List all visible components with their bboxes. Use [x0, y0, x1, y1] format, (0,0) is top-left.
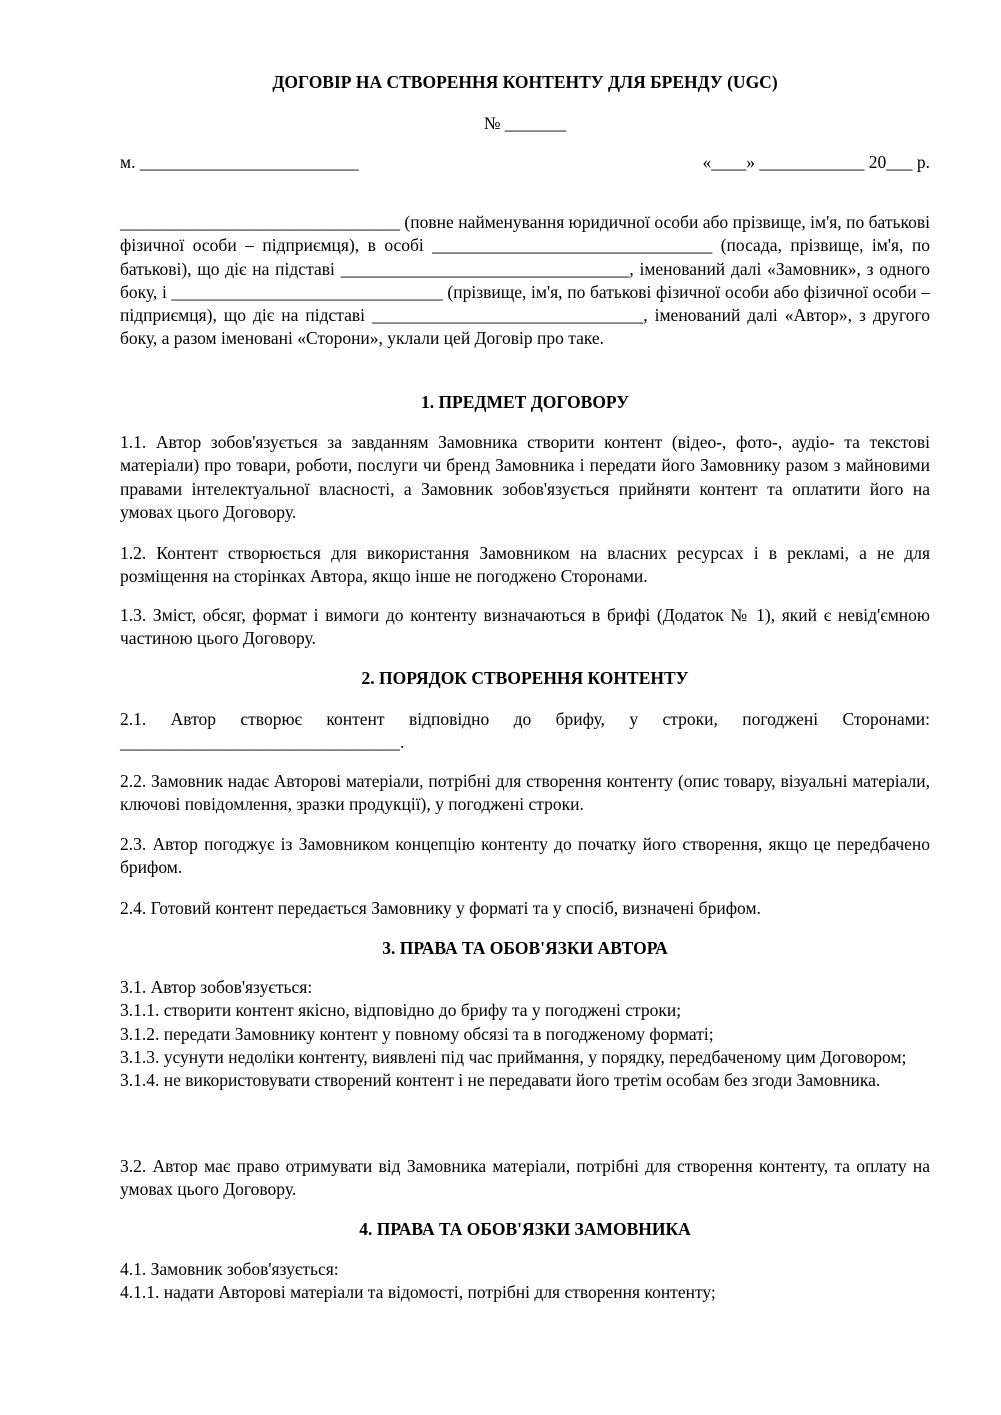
- clause-3-1: 3.1. Автор зобов'язується:: [120, 977, 313, 997]
- clause-3-2: 3.2. Автор має право отримувати від Замовника матеріали, потрібні для створення контенту, та оплату на умовах цього Договору.: [120, 1156, 930, 1200]
- section-1: [120, 391, 930, 414]
- clause-1-1-block: [120, 431, 930, 524]
- clause-3-1-4: 3.1.4. не використовувати створений контент і не передавати його третім особам без згоди Замовника.: [120, 1070, 881, 1091]
- clause-3-1-block: [120, 976, 930, 1092]
- clause-2-2: 2.2. Замовник надає Авторові матеріали, потрібні для створення контенту (опис товару, візуальні матеріали, ключові повідомлення, зразки продукції), у погоджені строки.: [120, 771, 930, 815]
- preamble-paragraph: ________________________________ (повне найменування юридичної особи або прізвище, ім'я, по батькові фізичної особи – підприємця), в особі ________________________________ (посада, прізвище, ім'я, по батькові), що діє на підставі _________________________________, іменований далі «Замовник», з одного боку, і _______________________________ (прізвище, ім'я, по батькові фізичної особи або фізичної особи – підприємця), що діє на підставі _______________________________, іменований далі «Автор», з другого боку, а разом іменовані «Сторони», уклали цей Договір про таке.: [120, 212, 930, 349]
- clause-2-2-block: [120, 770, 930, 817]
- clause-3-1-1: 3.1.1. створити контент якісно, відповідно до брифу та у погоджені строки;: [120, 1000, 682, 1021]
- clause-4-1-1: 4.1.1. надати Авторові матеріали та відомості, потрібні для створення контенту;: [120, 1282, 716, 1303]
- clause-4-1: 4.1. Замовник зобов'язується:: [120, 1259, 339, 1279]
- clause-2-4: 2.4. Готовий контент передається Замовнику у форматі та у спосіб, визначені брифом.: [120, 898, 761, 918]
- section-2-heading: 2. ПОРЯДОК СТВОРЕННЯ КОНТЕНТУ: [361, 668, 689, 688]
- clause-2-4-block: [120, 897, 930, 920]
- date-field: «____» ____________ 20___ р.: [702, 152, 930, 172]
- clause-1-1: 1.1. Автор зобов'язується за завданням Замовника створити контент (відео-, фото-, аудіо- та текстові матеріали) про товари, роботи, послуги чи бренд Замовника і передати його Замовнику разом з майновими правами інтелектуальної власності, а Замовник зобов'язується прийняти контент та оплатити його на умовах цього Договору.: [120, 432, 930, 522]
- clause-4-1-block: [120, 1258, 930, 1305]
- section-1-heading: 1. ПРЕДМЕТ ДОГОВОРУ: [420, 392, 630, 412]
- clause-1-2-block: [120, 542, 930, 589]
- section-4-heading: 4. ПРАВА ТА ОБОВ'ЯЗКИ ЗАМОВНИКА: [359, 1219, 691, 1239]
- section-3-heading: 3. ПРАВА ТА ОБОВ'ЯЗКИ АВТОРА: [382, 938, 668, 958]
- clause-3-1-3: 3.1.3. усунути недоліки контенту, виявлені під час приймання, у порядку, передбаченому цим Договором;: [120, 1046, 907, 1067]
- preamble-block: [120, 211, 930, 351]
- clause-1-3-block: [120, 604, 930, 651]
- contract-number: № _______: [483, 113, 567, 133]
- clause-2-3-block: [120, 833, 930, 880]
- city-field: м. _________________________: [120, 152, 359, 172]
- clause-2-1: 2.1. Автор створює контент відповідно до брифу, у строки, погоджені Сторонами: ________________________________.: [120, 709, 930, 753]
- document-title: ДОГОВІР НА СТВОРЕННЯ КОНТЕНТУ ДЛЯ БРЕНДУ (UGC): [272, 72, 778, 92]
- section-4: [120, 1218, 930, 1241]
- clause-1-3: 1.3. Зміст, обсяг, формат і вимоги до контенту визначаються в брифі (Додаток № 1), який є невід'ємною частиною цього Договору.: [120, 605, 930, 649]
- clause-3-1-2: 3.1.2. передати Замовнику контент у повному обсязі та в погодженому форматі;: [120, 1023, 714, 1044]
- clause-3-2-block: [120, 1155, 930, 1202]
- section-3: [120, 937, 930, 960]
- clause-2-3: 2.3. Автор погоджує із Замовником концепцію контенту до початку його створення, якщо це передбачено брифом.: [120, 834, 930, 878]
- clause-2-1-block: [120, 708, 930, 755]
- section-2: [120, 667, 930, 690]
- clause-1-2: 1.2. Контент створюється для використання Замовником на власних ресурсах і в рекламі, а не для розміщення на сторінках Автора, якщо інше не погоджено Сторонами.: [120, 543, 930, 587]
